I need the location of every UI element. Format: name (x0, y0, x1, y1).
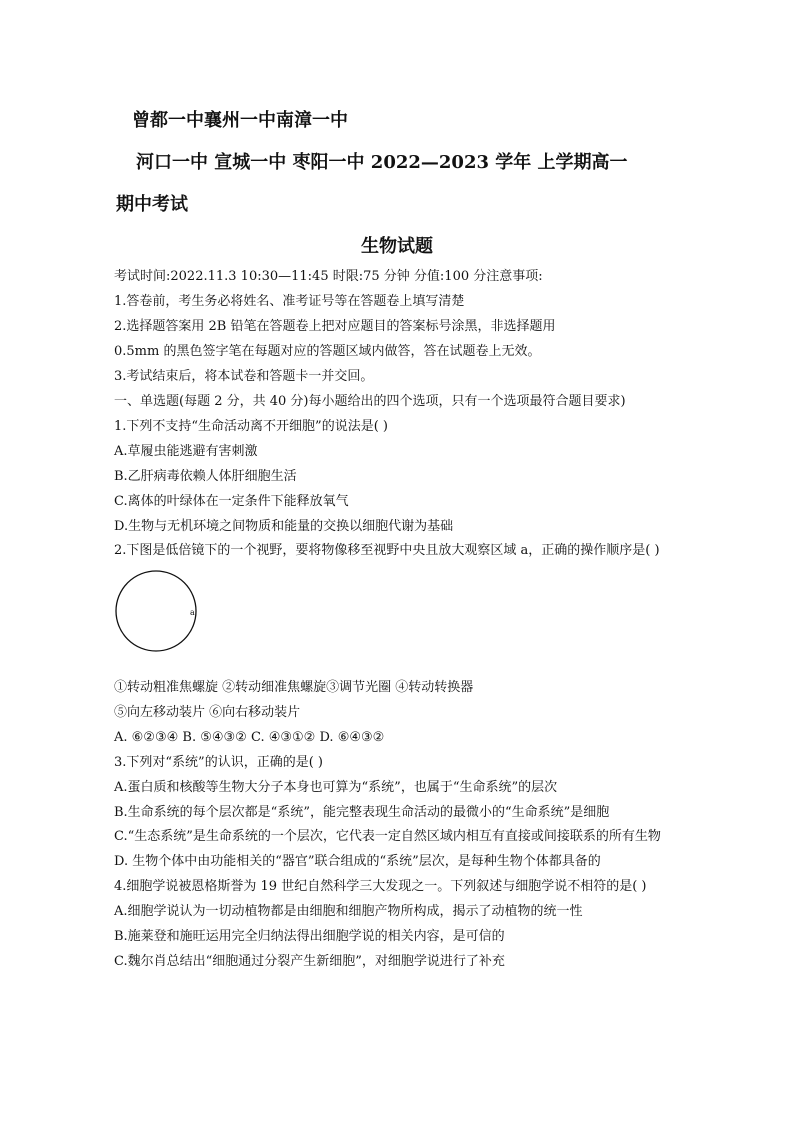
question-2-steps-1: ①转动粗准焦螺旋 ②转动细准焦螺旋③调节光圈 ④转动转换器 (114, 680, 474, 695)
school-header-line-2: 河口一中 宣城一中 枣阳一中 2022—2023 学年 上学期高一 (136, 152, 628, 173)
question-3-option-c: C.“生态系统”是生命系统的一个层次，它代表一定自然区域内相互有直接或间接联系的所有生物 (114, 829, 661, 844)
question-4-option-c: C.魏尔肖总结出“细胞通过分裂产生新细胞”，对细胞学说进行了补充 (114, 954, 505, 969)
school-header-line-3: 期中考试 (116, 194, 188, 215)
question-1-option-b: B.乙肝病毒依赖人体肝细胞生活 (114, 469, 297, 484)
section-heading: 一、单选题(每题 2 分，共 40 分)每小题给出的四个选项，只有一个选项最符合题目要求) (114, 394, 626, 409)
note-2: 2.选择题答案用 2B 铅笔在答题卷上把对应题目的答案标号涂黑，非选择题用 (114, 319, 556, 334)
question-2-stem: 2.下图是低倍镜下的一个视野，要将物像移至视野中央且放大观察区域 a，正确的操作顺序是( ) (114, 543, 660, 558)
question-1-stem: 1.下列不支持“生命活动离不开细胞”的说法是( ) (114, 419, 388, 434)
microscope-field-figure (114, 563, 682, 675)
question-4-stem: 4.细胞学说被恩格斯誉为 19 世纪自然科学三大发现之一。下列叙述与细胞学说不相符的是( ) (114, 879, 647, 894)
question-2-options: A. ⑥②③④ B. ⑤④③② C. ④③①② D. ⑥④③② (114, 730, 385, 745)
paper-title: 生物试题 (361, 236, 433, 257)
note-2-continued: 0.5mm 的黑色签字笔在每题对应的答题区域内做答，答在试题卷上无效。 (114, 344, 541, 359)
question-1-option-c: C.离体的叶绿体在一定条件下能释放氧气 (114, 494, 349, 509)
question-4-option-b: B.施莱登和施旺运用完全归纳法得出细胞学说的相关内容，是可信的 (114, 929, 505, 944)
note-3: 3.考试结束后，将本试卷和答题卡一并交回。 (114, 369, 374, 384)
question-3-stem: 3.下列对“系统”的认识，正确的是( ) (114, 755, 323, 770)
question-3-option-b: B.生命系统的每个层次都是“系统”，能完整表现生命活动的最微小的“生命系统”是细胞 (114, 805, 610, 820)
question-3-option-d: D. 生物个体中由功能相关的“器官”联合组成的“系统”层次，是每种生物个体都具备的 (114, 854, 601, 869)
question-1-option-d: D.生物与无机环境之间物质和能量的交换以细胞代谢为基础 (114, 519, 454, 534)
exam-info: 考试时间:2022.11.3 10:30—11:45 时限:75 分钟 分值:100 分注意事项: (114, 269, 543, 284)
exam-body (114, 264, 682, 974)
question-1-option-a: A.草履虫能逃避有害刺激 (114, 444, 258, 459)
field-of-view-circle (114, 569, 198, 653)
region-a-label: a (190, 608, 195, 617)
question-4-option-a: A.细胞学说认为一切动植物都是由细胞和细胞产物所构成，揭示了动植物的统一性 (114, 904, 583, 919)
question-2-steps-2: ⑤向左移动装片 ⑥向右移动装片 (114, 705, 301, 720)
question-3-option-a: A.蛋白质和核酸等生物大分子本身也可算为“系统”，也属于“生命系统”的层次 (114, 780, 558, 795)
note-1: 1.答卷前，考生务必将姓名、准考证号等在答题卷上填写清楚 (114, 294, 465, 309)
school-header-line-1: 曾都一中襄州一中南漳一中 (132, 110, 348, 131)
